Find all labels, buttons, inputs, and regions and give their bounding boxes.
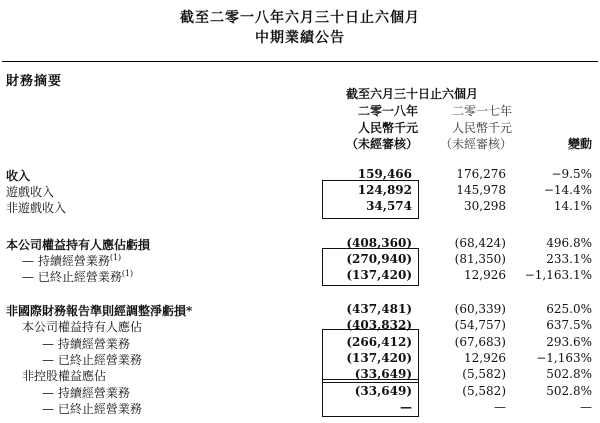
row-label bbox=[42, 400, 142, 417]
value-2018: (437,481) bbox=[346, 302, 412, 316]
row-label bbox=[42, 351, 142, 368]
value-2017: (68,424) bbox=[454, 236, 506, 250]
header-2017-year: 二零一七年 bbox=[451, 104, 512, 118]
value-2017: (67,683) bbox=[454, 335, 506, 349]
change-value: — bbox=[580, 400, 592, 414]
value-2017: (54,757) bbox=[454, 318, 506, 332]
value-2017: 176,276 bbox=[456, 167, 506, 181]
value-2018: — bbox=[400, 400, 412, 414]
change-value: 233.1% bbox=[546, 252, 592, 266]
row-label-text: 收入 bbox=[6, 169, 31, 183]
row-label-text: 非遊戲收入 bbox=[6, 201, 67, 215]
table-row bbox=[0, 268, 600, 284]
row-label-text: 非控股權益應佔 bbox=[22, 369, 107, 383]
change-value: 293.6% bbox=[546, 335, 592, 349]
highlight-box-revenue bbox=[322, 180, 419, 219]
value-2018: (137,420) bbox=[346, 351, 412, 365]
row-label bbox=[6, 302, 192, 319]
value-2018: 124,892 bbox=[357, 183, 412, 197]
section-title: 財務摘要 bbox=[6, 74, 63, 89]
value-2017: (5,582) bbox=[462, 384, 506, 398]
row-label-text: — 持續經營業務 bbox=[22, 254, 110, 268]
value-2018: (33,649) bbox=[354, 384, 412, 398]
row-label-text: 本公司權益持有人應佔虧損 bbox=[6, 238, 151, 252]
row-label bbox=[6, 236, 150, 253]
row-label bbox=[42, 384, 130, 401]
column-header-change bbox=[530, 103, 592, 153]
table-row bbox=[0, 384, 600, 400]
row-label bbox=[6, 199, 66, 216]
change-value: 637.5% bbox=[546, 318, 592, 332]
row-label-text: — 已終止經營業務 bbox=[42, 402, 142, 416]
highlight-box-loss bbox=[322, 248, 419, 286]
table-row bbox=[0, 199, 600, 215]
table-row bbox=[0, 252, 600, 268]
announcement-title: 中期業績公告 bbox=[255, 30, 345, 46]
row-label bbox=[22, 268, 133, 285]
row-label-text: 遊戲收入 bbox=[6, 185, 55, 199]
row-label bbox=[6, 183, 54, 200]
row-label bbox=[22, 367, 106, 384]
header-2017-currency: 人民幣千元 bbox=[451, 120, 512, 135]
column-header-2018 bbox=[308, 103, 418, 153]
change-value: 496.8% bbox=[546, 236, 592, 250]
announcement-period-title: 截至二零一八年六月三十日止六個月 bbox=[180, 10, 420, 26]
table-row bbox=[0, 236, 600, 252]
column-header-2017 bbox=[422, 103, 512, 153]
value-2017: (5,582) bbox=[462, 367, 506, 381]
value-2017: (81,350) bbox=[454, 252, 506, 266]
change-value: 14.1% bbox=[553, 199, 592, 213]
header-change-label: 變動 bbox=[567, 137, 592, 151]
header-2017-audit: （未經審核） bbox=[439, 137, 512, 151]
row-label-text: — 持續經營業務 bbox=[42, 386, 130, 400]
value-2017: (60,339) bbox=[454, 302, 506, 316]
value-2018: (408,360) bbox=[346, 236, 412, 250]
value-2018: (266,412) bbox=[346, 335, 412, 349]
value-2018: (403,832) bbox=[346, 318, 412, 332]
period-header bbox=[318, 86, 506, 103]
table-row bbox=[0, 183, 600, 199]
value-2018: 34,574 bbox=[366, 199, 412, 213]
value-2017: 12,926 bbox=[464, 268, 506, 282]
row-label-text: 本公司權益持有人應佔 bbox=[22, 320, 143, 334]
change-value: 502.8% bbox=[546, 367, 592, 381]
row-label-text: — 已終止經營業務 bbox=[42, 353, 142, 367]
row-label bbox=[22, 318, 142, 335]
table-row bbox=[0, 167, 600, 183]
value-2018: (137,420) bbox=[346, 268, 412, 282]
table-row bbox=[0, 351, 600, 367]
period-header-text: 截至六月三十日止六個月 bbox=[345, 87, 478, 101]
header-2018-currency: 人民幣千元 bbox=[357, 120, 418, 135]
value-2018: 159,466 bbox=[357, 167, 412, 181]
top-divider bbox=[2, 61, 598, 62]
change-value: −1,163.1% bbox=[524, 268, 592, 282]
footnote-marker: (1) bbox=[109, 253, 122, 262]
row-label bbox=[6, 167, 30, 184]
header-2018-audit: （未經審核） bbox=[345, 137, 418, 151]
value-2017: 145,978 bbox=[456, 183, 506, 197]
value-2018: (270,940) bbox=[346, 252, 412, 266]
value-2017: 12,926 bbox=[464, 351, 506, 365]
row-label-text: — 已終止經營業務 bbox=[22, 270, 122, 284]
highlight-box-adjusted bbox=[322, 329, 419, 383]
value-2017: 30,298 bbox=[464, 199, 506, 213]
highlight-box-noncontrolling bbox=[322, 379, 419, 417]
row-label bbox=[22, 252, 121, 269]
table-row bbox=[0, 318, 600, 334]
value-2017: — bbox=[494, 400, 506, 414]
row-label bbox=[42, 335, 130, 352]
table-row bbox=[0, 302, 600, 318]
row-label-text: — 持續經營業務 bbox=[42, 337, 130, 351]
change-value: 625.0% bbox=[546, 302, 592, 316]
change-value: −14.4% bbox=[543, 183, 592, 197]
table-row bbox=[0, 400, 600, 416]
header-2018-year: 二零一八年 bbox=[357, 104, 418, 118]
change-value: 502.8% bbox=[546, 384, 592, 398]
footnote-marker: (1) bbox=[121, 269, 134, 278]
value-2018: (33,649) bbox=[354, 367, 412, 381]
change-value: −1,163% bbox=[536, 351, 592, 365]
change-value: −9.5% bbox=[551, 167, 592, 181]
table-row bbox=[0, 367, 600, 383]
table-row bbox=[0, 335, 600, 351]
row-label-text: 非國際財務報告準則經調整淨虧損* bbox=[6, 304, 193, 318]
